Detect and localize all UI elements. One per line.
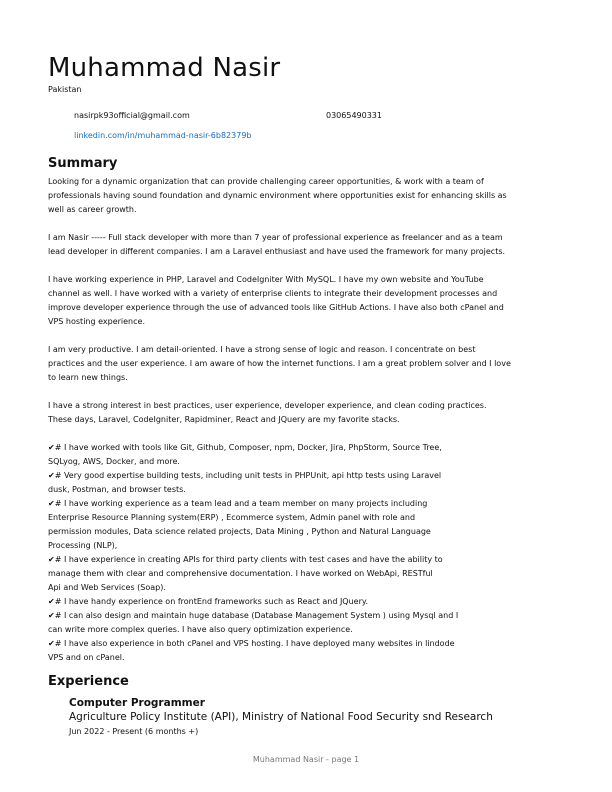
list-item-text: # I can also design and maintain huge database (Database Management System ) using Mysql and I can write more complex queries. I have also query optimization experience. [48, 611, 459, 634]
check-icon: ✔ [48, 555, 55, 564]
check-icon: ✔ [48, 639, 55, 648]
list-item [48, 497, 558, 553]
experience-heading: Experience [48, 674, 129, 689]
summary-body [48, 175, 558, 665]
check-icon: ✔ [48, 471, 55, 480]
list-item [48, 609, 558, 637]
list-item-text: # I have worked with tools like Git, Github, Composer, npm, Docker, Jira, PhpStorm, Source Tree, SQLyog, AWS, Docker, and more. [48, 443, 442, 466]
list-item-text: # I have working experience as a team lead and a team member on many projects including Enterprise Resource Planning system(ERP) , Ecommerce system, Admin panel with role and permission modules, Data science related projects, Data Mining , Python and Natural Language Processing (NLP), [48, 499, 431, 550]
check-icon: ✔ [48, 499, 55, 508]
page-footer: Muhammad Nasir - page 1 [252, 755, 360, 764]
list-item-text: # Very good expertise building tests, including unit tests in PHPUnit, api http tests using Laravel dusk, Postman, and browser tests. [48, 471, 442, 494]
list-item-text: # I have handy experience on frontEnd frameworks such as React and JQuery. [54, 597, 369, 606]
check-icon: ✔ [48, 597, 55, 606]
company-name: Agriculture Policy Institute (API), Ministry of National Food Security snd Research [69, 711, 493, 723]
list-item-text: # I have experience in creating APIs for third party clients with test cases and have the ability to manage them with clear and comprehensive documentation. I have worked on WebApi, RESTful Api and Web Services (Soap). [48, 555, 443, 592]
summary-paragraph: I have a strong interest in best practices, user experience, developer experience, and clean coding practices. These days, Laravel, CodeIgniter, Rapidminer, React and JQuery are my favorite stacks. [48, 401, 487, 424]
phone-number: 03065490331 [326, 111, 382, 120]
summary-paragraph: I am Nasir ----- Full stack developer with more than 7 year of professional experience as freelancer and as a team lead developer in different companies. I am a Laravel enthusiast and have used the framework for many projects. [48, 233, 506, 256]
list-item [48, 595, 558, 609]
candidate-name: Muhammad Nasir [48, 53, 281, 83]
summary-paragraph: Looking for a dynamic organization that can provide challenging career opportunities, & work with a team of professionals having sound foundation and dynamic environment where opportunities exist for enhancing skills as well as career growth. [48, 177, 507, 214]
summary-heading: Summary [48, 156, 118, 171]
summary-paragraph: I have working experience in PHP, Laravel and CodeIgniter With MySQL. I have my own website and YouTube channel as well. I have worked with a variety of enterprise clients to integrate their development processes and improve developer experience through the use of advanced tools like GitHub Actions. I have also both cPanel and VPS hosting experience. [48, 275, 504, 326]
check-icon: ✔ [48, 443, 55, 452]
skills-list [48, 441, 558, 665]
list-item [48, 441, 558, 469]
list-item [48, 637, 558, 665]
job-title: Computer Programmer [69, 697, 205, 709]
job-dates: Jun 2022 - Present (6 months +) [69, 727, 199, 736]
list-item [48, 553, 558, 595]
check-icon: ✔ [48, 611, 55, 620]
summary-paragraph: I am very productive. I am detail-oriented. I have a strong sense of logic and reason. I concentrate on best practices and the user experience. I am aware of how the internet functions. I am a great problem solver and I love to learn new things. [48, 345, 511, 382]
linkedin-link[interactable]: linkedin.com/in/muhammad-nasir-6b82379b [74, 131, 252, 140]
experience-entry [69, 697, 493, 736]
list-item-text: # I have also experience in both cPanel and VPS hosting. I have deployed many websites in lindode VPS and on cPanel. [48, 639, 455, 662]
list-item [48, 469, 558, 497]
location: Pakistan [48, 85, 82, 94]
email-link[interactable]: nasirpk93official@gmail.com [74, 111, 190, 120]
